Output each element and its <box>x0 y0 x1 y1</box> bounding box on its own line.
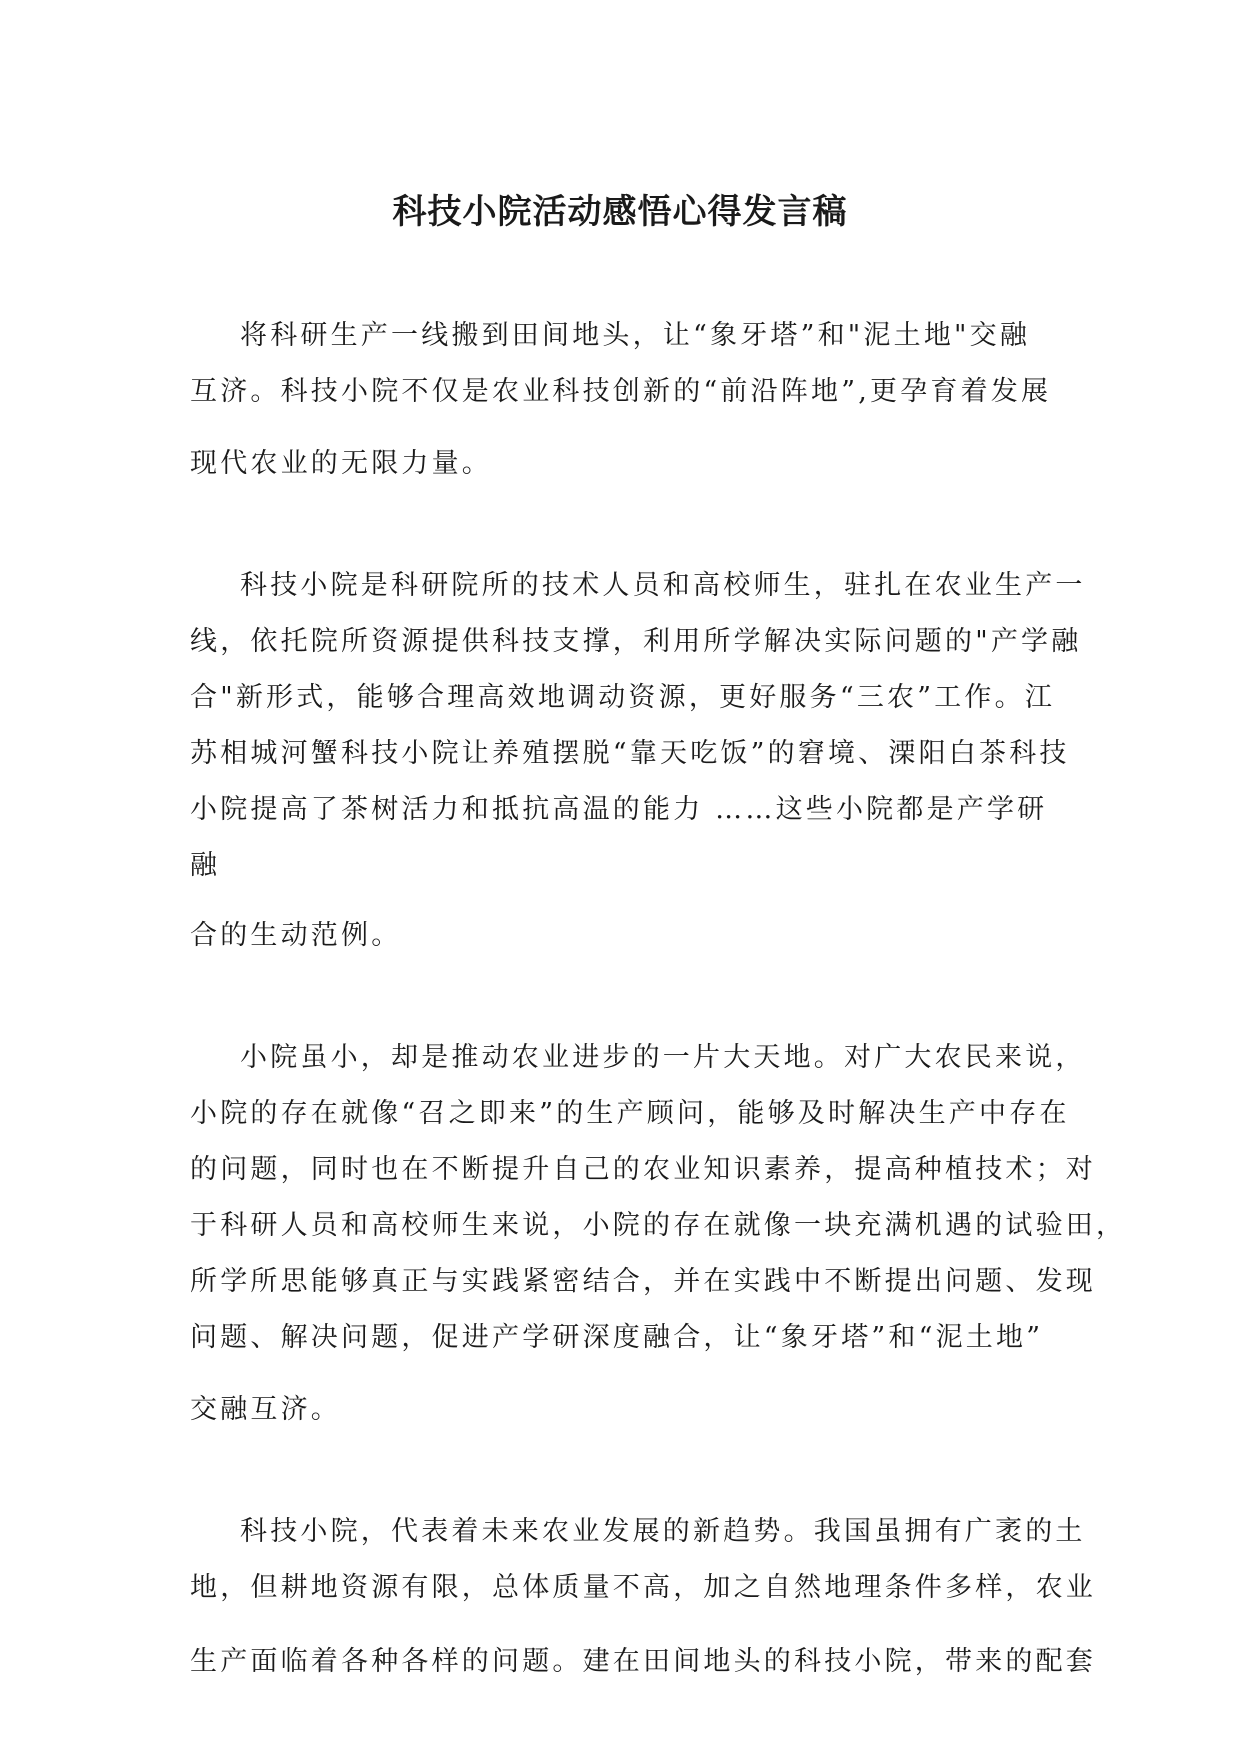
document-title: 科技小院活动感悟心得发言稿 <box>392 192 848 232</box>
paragraph-2-line-7: 合的生动范例。 <box>190 920 402 951</box>
paragraph-3-line-3: 的问题，同时也在不断提升自己的农业知识素养，提高种植技术；对 <box>190 1154 1096 1185</box>
paragraph-2-line-5: 小院提高了茶树活力和抵抗高温的能力 ……这些小院都是产学研 <box>190 794 1048 825</box>
paragraph-3-line-4: 于科研人员和高校师生来说，小院的存在就像一块充满机遇的试验田， <box>190 1210 1127 1241</box>
paragraph-2-line-6: 融 <box>190 850 221 881</box>
paragraph-4-line-1: 科技小院，代表着未来农业发展的新趋势。我国虽拥有广袤的土 <box>240 1516 1086 1547</box>
paragraph-3-line-7: 交融互济。 <box>190 1394 341 1425</box>
paragraph-3-line-1: 小院虽小，却是推动农业进步的一片大天地。对广大农民来说， <box>240 1042 1086 1073</box>
paragraph-2-line-1: 科技小院是科研院所的技术人员和高校师生，驻扎在农业生产一 <box>240 570 1086 601</box>
paragraph-3-line-2: 小院的存在就像“召之即来”的生产顾问，能够及时解决生产中存在 <box>190 1098 1070 1129</box>
paragraph-1-line-3: 现代农业的无限力量。 <box>190 448 492 479</box>
paragraph-3-line-5: 所学所思能够真正与实践紧密结合，并在实践中不断提出问题、发现 <box>190 1266 1096 1297</box>
paragraph-4-line-3: 生产面临着各种各样的问题。建在田间地头的科技小院，带来的配套 <box>190 1646 1096 1677</box>
paragraph-2-line-2: 线，依托院所资源提供科技支撑，利用所学解决实际问题的"产学融 <box>190 626 1082 657</box>
paragraph-2-line-4: 苏相城河蟹科技小院让养殖摆脱“靠天吃饭”的窘境、溧阳白茶科技 <box>190 738 1070 769</box>
paragraph-4-line-2: 地，但耕地资源有限，总体质量不高，加之自然地理条件多样，农业 <box>190 1572 1096 1603</box>
paragraph-3-line-6: 问题、解决问题，促进产学研深度融合，让“象牙塔”和“泥土地” <box>190 1322 1044 1353</box>
paragraph-2-line-3: 合"新形式，能够合理高效地调动资源，更好服务“三农”工作。江 <box>190 682 1056 713</box>
paragraph-1-line-1: 将科研生产一线搬到田间地头，让“象牙塔”和"泥土地"交融 <box>240 320 1031 351</box>
paragraph-1-line-2: 互济。科技小院不仅是农业科技创新的“前沿阵地”,更孕育着发展 <box>190 376 1052 407</box>
